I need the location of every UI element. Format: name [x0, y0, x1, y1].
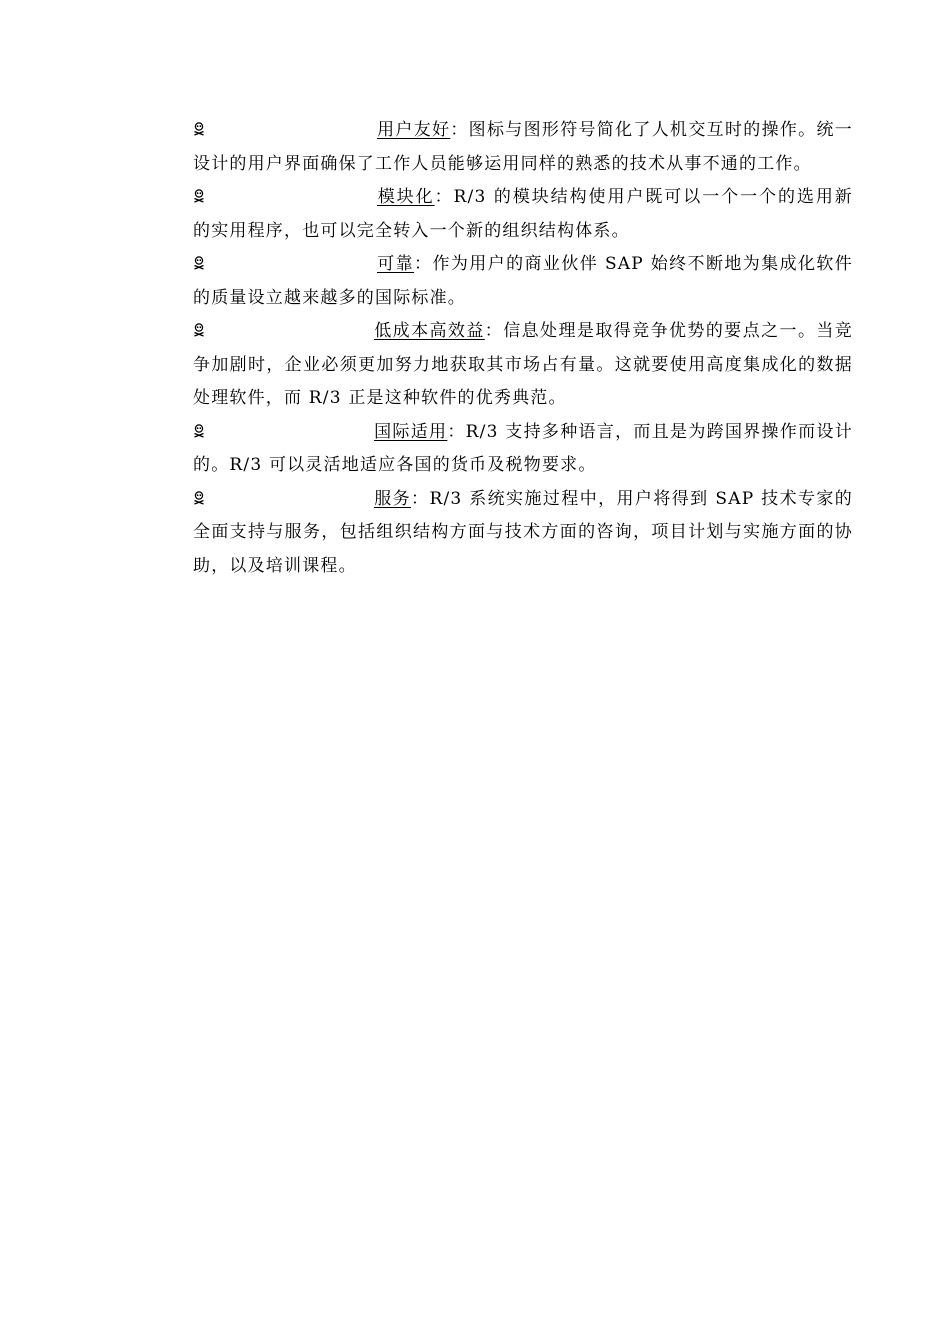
list-item	[193, 483, 853, 584]
list-item	[193, 315, 853, 416]
item-term: 模块化	[377, 187, 435, 207]
skull-crossbones-icon	[193, 122, 205, 136]
item-separator: ：	[411, 488, 430, 509]
item-text: 信息处理是取得竞争优势的要点之一。当竞争加剧时，企业必须更加努力地获取其市场占有量。这就要使用高度集成化的数据处理软件，而 R/3 正是这种软件的优秀典范。	[193, 321, 854, 408]
list-item	[193, 248, 853, 315]
item-term: 可靠	[377, 254, 415, 274]
item-term: 国际适用	[374, 421, 448, 442]
skull-crossbones-icon	[193, 323, 205, 337]
list-item	[193, 114, 853, 181]
item-separator: ：	[484, 321, 504, 341]
item-term: 服务	[374, 488, 412, 509]
skull-crossbones-icon	[193, 491, 205, 505]
skull-crossbones-icon	[193, 424, 205, 438]
item-separator: ：	[434, 187, 454, 207]
item-text: 作为用户的商业伙伴 SAP 始终不断地为集成化软件的质量设立越来越多的国际标准。	[193, 254, 854, 308]
feature-list	[193, 114, 853, 583]
item-separator: ：	[450, 120, 469, 140]
list-item	[193, 416, 853, 483]
item-text: 图标与图形符号简化了人机交互时的操作。统一设计的用户界面确保了工作人员能够运用同样的熟悉的技术从事不通的工作。	[193, 120, 853, 174]
skull-crossbones-icon	[193, 256, 205, 270]
item-text: R/3 支持多种语言，而且是为跨国界操作而设计的。R/3 可以灵活地适应各国的货币及税物要求。	[193, 421, 853, 475]
item-text: R/3 系统实施过程中，用户将得到 SAP 技术专家的全面支持与服务，包括组织结构方面与技术方面的咨询，项目计划与实施方面的协助，以及培训课程。	[193, 488, 854, 576]
list-item	[193, 181, 853, 248]
item-term: 用户友好	[377, 120, 451, 140]
item-text: R/3 的模块结构使用户既可以一个一个的选用新的实用程序，也可以完全转入一个新的组织结构体系。	[193, 187, 853, 241]
skull-crossbones-icon	[193, 189, 205, 203]
item-separator: ：	[447, 421, 466, 442]
item-term: 低成本高效益	[374, 321, 485, 341]
item-separator: ：	[414, 254, 433, 274]
